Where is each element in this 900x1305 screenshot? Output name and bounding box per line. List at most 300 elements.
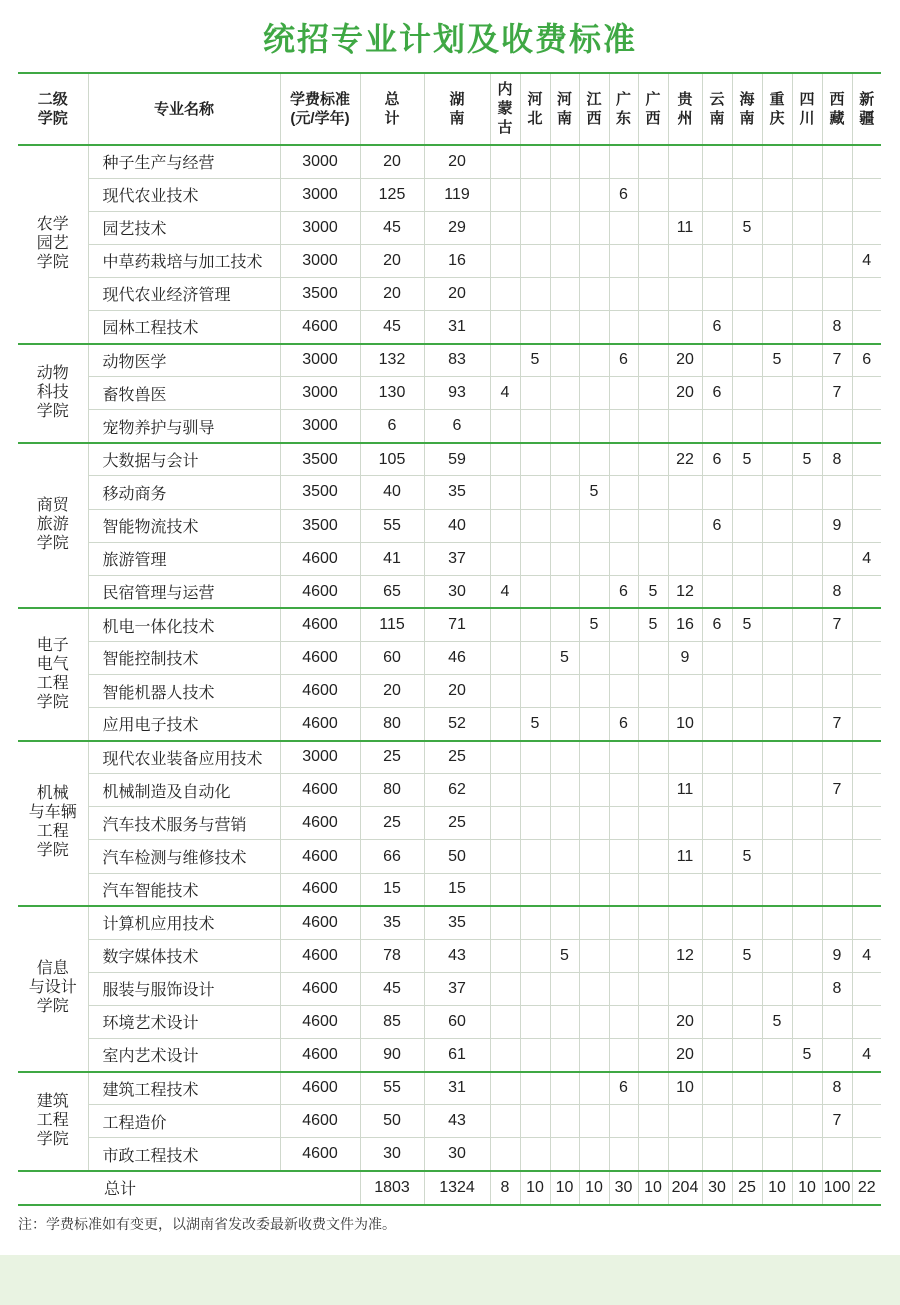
header-province-line: 西 xyxy=(829,90,845,108)
total-cell: 45 xyxy=(360,310,424,343)
province-count: 71 xyxy=(424,608,490,641)
province-count: 93 xyxy=(424,377,490,410)
header-province-line: 州 xyxy=(677,109,693,127)
province-count xyxy=(762,741,792,774)
province-count xyxy=(490,906,520,939)
fee-cell: 3000 xyxy=(280,377,360,410)
province-count xyxy=(668,410,702,443)
header-province xyxy=(668,73,702,145)
province-count xyxy=(550,708,579,741)
province-count xyxy=(550,443,579,476)
province-count xyxy=(852,377,881,410)
province-count xyxy=(579,1105,609,1138)
province-count xyxy=(550,145,579,178)
province-count xyxy=(702,972,732,1005)
table-row xyxy=(18,1105,881,1138)
province-count xyxy=(520,211,550,244)
province-count xyxy=(732,509,762,542)
province-count xyxy=(579,1072,609,1105)
header-province-text xyxy=(769,90,784,128)
province-count: 31 xyxy=(424,1072,490,1105)
province-count xyxy=(520,972,550,1005)
fee-cell: 4600 xyxy=(280,1039,360,1072)
province-count: 10 xyxy=(668,708,702,741)
province-total: 10 xyxy=(638,1171,668,1205)
province-count xyxy=(702,1072,732,1105)
fee-cell: 4600 xyxy=(280,906,360,939)
header-province-line: 庆 xyxy=(769,109,785,127)
province-count xyxy=(762,377,792,410)
province-count: 46 xyxy=(424,641,490,674)
province-count xyxy=(638,873,668,906)
province-count xyxy=(638,410,668,443)
province-count xyxy=(520,1005,550,1038)
province-count xyxy=(609,377,638,410)
total-cell: 55 xyxy=(360,509,424,542)
table-row xyxy=(18,310,881,343)
province-count xyxy=(792,211,822,244)
header-fee-text xyxy=(290,90,350,128)
major-name: 民宿管理与运营 xyxy=(88,575,280,608)
province-count xyxy=(732,575,762,608)
province-count xyxy=(638,972,668,1005)
header-province-text xyxy=(645,90,660,128)
province-count xyxy=(579,277,609,310)
province-count xyxy=(490,1105,520,1138)
province-count xyxy=(520,741,550,774)
table-row xyxy=(18,741,881,774)
province-count xyxy=(792,1138,822,1171)
province-count xyxy=(609,310,638,343)
province-count xyxy=(852,708,881,741)
header-province-line: 南 xyxy=(709,109,725,127)
province-count xyxy=(852,1105,881,1138)
province-count: 11 xyxy=(668,840,702,873)
province-count xyxy=(490,310,520,343)
header-province-text xyxy=(677,90,692,128)
province-count xyxy=(579,244,609,277)
province-count xyxy=(520,1072,550,1105)
province-count xyxy=(668,906,702,939)
province-count xyxy=(550,476,579,509)
province-count xyxy=(520,178,550,211)
province-count xyxy=(762,675,792,708)
total-cell: 66 xyxy=(360,840,424,873)
province-count: 20 xyxy=(424,675,490,708)
province-count xyxy=(520,1105,550,1138)
fee-cell: 4600 xyxy=(280,1005,360,1038)
fee-cell: 4600 xyxy=(280,840,360,873)
fee-cell: 4600 xyxy=(280,1105,360,1138)
province-count xyxy=(852,972,881,1005)
province-count: 4 xyxy=(852,542,881,575)
province-count xyxy=(792,575,822,608)
header-province xyxy=(852,73,881,145)
province-count xyxy=(609,1138,638,1171)
province-count xyxy=(852,608,881,641)
total-cell: 132 xyxy=(360,344,424,377)
header-province-line: 贵 xyxy=(677,90,693,108)
header-total xyxy=(360,73,424,145)
province-count xyxy=(852,476,881,509)
header-province-line: 南 xyxy=(449,109,465,127)
table-row xyxy=(18,939,881,972)
province-count xyxy=(822,476,852,509)
total-cell: 15 xyxy=(360,873,424,906)
college-cell xyxy=(18,741,88,906)
province-count xyxy=(579,1138,609,1171)
province-count xyxy=(550,310,579,343)
province-count xyxy=(792,509,822,542)
fee-cell: 3500 xyxy=(280,443,360,476)
header-province-line: 西 xyxy=(645,109,661,127)
province-count xyxy=(732,1105,762,1138)
total-cell: 78 xyxy=(360,939,424,972)
major-name: 汽车检测与维修技术 xyxy=(88,840,280,873)
header-fee-line: (元/学年) xyxy=(290,109,350,127)
table-row xyxy=(18,377,881,410)
province-count xyxy=(822,178,852,211)
province-count xyxy=(490,972,520,1005)
header-province xyxy=(579,73,609,145)
province-count xyxy=(852,840,881,873)
table-row xyxy=(18,807,881,840)
fee-cell: 4600 xyxy=(280,774,360,807)
province-count: 4 xyxy=(852,244,881,277)
province-count xyxy=(702,178,732,211)
province-count xyxy=(702,873,732,906)
province-count xyxy=(702,1138,732,1171)
province-count: 4 xyxy=(852,1039,881,1072)
province-count: 4 xyxy=(490,377,520,410)
header-province-text xyxy=(557,90,572,128)
total-label: 总计 xyxy=(18,1171,360,1205)
province-count xyxy=(732,277,762,310)
province-total: 100 xyxy=(822,1171,852,1205)
college-cell-text xyxy=(37,215,69,272)
total-cell: 50 xyxy=(360,1105,424,1138)
college-cell-line: 学院 xyxy=(36,998,69,1016)
province-count xyxy=(579,211,609,244)
province-count: 5 xyxy=(732,840,762,873)
province-count: 7 xyxy=(822,1105,852,1138)
header-province-line: 河 xyxy=(527,90,543,108)
major-name: 服装与服饰设计 xyxy=(88,972,280,1005)
province-count: 9 xyxy=(668,641,702,674)
province-count xyxy=(520,476,550,509)
province-count xyxy=(762,807,792,840)
province-count xyxy=(579,906,609,939)
province-count: 6 xyxy=(852,344,881,377)
province-count: 37 xyxy=(424,542,490,575)
province-count xyxy=(702,840,732,873)
province-count: 7 xyxy=(822,344,852,377)
header-province-line: 东 xyxy=(615,109,631,127)
province-count xyxy=(638,145,668,178)
province-count xyxy=(762,972,792,1005)
province-count: 16 xyxy=(668,608,702,641)
table-row xyxy=(18,277,881,310)
major-name: 大数据与会计 xyxy=(88,443,280,476)
province-count xyxy=(792,145,822,178)
table-row xyxy=(18,972,881,1005)
province-count xyxy=(852,443,881,476)
fee-cell: 4600 xyxy=(280,708,360,741)
province-count xyxy=(609,641,638,674)
province-count xyxy=(609,873,638,906)
province-count xyxy=(762,873,792,906)
college-cell-line: 学院 xyxy=(36,402,69,420)
province-count xyxy=(638,1039,668,1072)
province-count xyxy=(702,641,732,674)
major-name: 智能物流技术 xyxy=(88,509,280,542)
province-count xyxy=(702,939,732,972)
province-count xyxy=(609,1105,638,1138)
province-count xyxy=(732,310,762,343)
college-cell-line: 学院 xyxy=(36,1130,69,1148)
table-row xyxy=(18,873,881,906)
province-count xyxy=(732,145,762,178)
province-count xyxy=(550,608,579,641)
total-cell: 130 xyxy=(360,377,424,410)
province-count xyxy=(732,972,762,1005)
province-count xyxy=(762,906,792,939)
province-count xyxy=(550,509,579,542)
province-count xyxy=(609,939,638,972)
header-province xyxy=(762,73,792,145)
province-count xyxy=(490,1039,520,1072)
province-count xyxy=(852,178,881,211)
province-count xyxy=(490,277,520,310)
college-cell-line: 园艺 xyxy=(36,234,69,252)
total-cell: 80 xyxy=(360,774,424,807)
fee-cell: 4600 xyxy=(280,807,360,840)
province-count xyxy=(732,244,762,277)
province-count xyxy=(609,145,638,178)
college-cell-line: 与车辆 xyxy=(28,804,77,822)
province-count xyxy=(490,178,520,211)
province-count xyxy=(822,244,852,277)
table-row xyxy=(18,575,881,608)
total-cell: 85 xyxy=(360,1005,424,1038)
province-count xyxy=(579,939,609,972)
table-row xyxy=(18,608,881,641)
college-cell-line: 学院 xyxy=(36,535,69,553)
college-cell-text xyxy=(29,784,77,860)
province-count xyxy=(579,741,609,774)
fee-cell: 4600 xyxy=(280,310,360,343)
province-count xyxy=(579,310,609,343)
header-province-text xyxy=(709,90,724,128)
province-count xyxy=(638,476,668,509)
province-count xyxy=(852,509,881,542)
header-province-line: 云 xyxy=(709,90,725,108)
fee-cell: 4600 xyxy=(280,1138,360,1171)
province-count xyxy=(852,145,881,178)
college-cell-line: 学院 xyxy=(36,253,69,271)
header-college xyxy=(18,73,88,145)
province-count xyxy=(579,774,609,807)
college-cell xyxy=(18,608,88,740)
province-count: 7 xyxy=(822,377,852,410)
province-count xyxy=(638,1105,668,1138)
table-row xyxy=(18,443,881,476)
province-count xyxy=(822,807,852,840)
province-count: 12 xyxy=(668,939,702,972)
fee-cell: 3000 xyxy=(280,741,360,774)
province-count xyxy=(520,641,550,674)
province-count: 25 xyxy=(424,741,490,774)
province-count xyxy=(792,410,822,443)
province-count xyxy=(732,873,762,906)
fee-cell: 4600 xyxy=(280,641,360,674)
header-province-text xyxy=(527,90,542,128)
college-cell xyxy=(18,344,88,443)
province-count xyxy=(490,675,520,708)
header-total-text xyxy=(384,90,399,128)
college-cell-line: 动物 xyxy=(36,364,69,382)
header-province xyxy=(732,73,762,145)
province-total: 25 xyxy=(732,1171,762,1205)
province-count xyxy=(520,675,550,708)
province-count xyxy=(762,840,792,873)
table-row xyxy=(18,244,881,277)
province-count xyxy=(792,741,822,774)
province-count xyxy=(520,145,550,178)
province-count xyxy=(732,178,762,211)
province-count xyxy=(792,1105,822,1138)
province-count xyxy=(668,476,702,509)
province-count xyxy=(520,377,550,410)
province-count xyxy=(609,675,638,708)
province-count xyxy=(609,840,638,873)
province-count xyxy=(638,178,668,211)
table-row xyxy=(18,708,881,741)
province-count xyxy=(579,1005,609,1038)
province-count: 83 xyxy=(424,344,490,377)
province-count: 8 xyxy=(822,575,852,608)
province-count xyxy=(822,145,852,178)
province-count xyxy=(822,741,852,774)
province-count xyxy=(852,675,881,708)
province-count xyxy=(852,211,881,244)
province-count xyxy=(702,1005,732,1038)
province-count: 20 xyxy=(668,377,702,410)
header-province-text xyxy=(616,90,631,128)
province-count xyxy=(550,972,579,1005)
college-cell-text xyxy=(37,364,69,421)
province-count: 10 xyxy=(668,1072,702,1105)
header-row xyxy=(18,73,881,145)
college-cell-line: 电子 xyxy=(36,636,69,654)
province-count xyxy=(702,244,732,277)
table-row xyxy=(18,1072,881,1105)
province-count xyxy=(792,873,822,906)
province-count: 25 xyxy=(424,807,490,840)
province-count xyxy=(762,178,792,211)
province-count xyxy=(490,1005,520,1038)
province-count xyxy=(609,906,638,939)
province-count xyxy=(609,542,638,575)
province-count xyxy=(520,939,550,972)
province-count xyxy=(520,575,550,608)
header-province xyxy=(520,73,550,145)
province-count: 43 xyxy=(424,1105,490,1138)
province-count xyxy=(520,310,550,343)
province-count xyxy=(732,1039,762,1072)
province-count xyxy=(609,211,638,244)
grand-total: 1803 xyxy=(360,1171,424,1205)
total-cell: 30 xyxy=(360,1138,424,1171)
total-cell: 25 xyxy=(360,741,424,774)
header-province xyxy=(424,73,490,145)
table-body xyxy=(18,145,881,1205)
table-row xyxy=(18,774,881,807)
province-count: 5 xyxy=(550,641,579,674)
province-count xyxy=(520,542,550,575)
college-cell-line: 学院 xyxy=(36,693,69,711)
fee-cell: 4600 xyxy=(280,608,360,641)
province-count xyxy=(490,244,520,277)
province-count xyxy=(762,542,792,575)
province-count xyxy=(792,774,822,807)
province-count xyxy=(609,244,638,277)
province-count xyxy=(852,873,881,906)
province-count xyxy=(490,211,520,244)
province-count: 5 xyxy=(732,939,762,972)
province-count xyxy=(702,1105,732,1138)
total-cell: 20 xyxy=(360,145,424,178)
province-count xyxy=(668,741,702,774)
college-cell-line: 工程 xyxy=(36,674,69,692)
province-count xyxy=(732,410,762,443)
header-province-line: 重 xyxy=(769,90,785,108)
province-count xyxy=(852,906,881,939)
province-count xyxy=(579,873,609,906)
province-count xyxy=(638,377,668,410)
province-count xyxy=(609,774,638,807)
total-cell: 55 xyxy=(360,1072,424,1105)
province-count xyxy=(732,807,762,840)
province-count xyxy=(822,840,852,873)
province-count xyxy=(702,476,732,509)
header-province-line: 四 xyxy=(799,90,815,108)
province-count xyxy=(520,774,550,807)
header-province-line: 广 xyxy=(645,90,661,108)
province-count xyxy=(609,807,638,840)
province-count: 35 xyxy=(424,476,490,509)
province-count xyxy=(550,277,579,310)
province-count xyxy=(550,807,579,840)
province-count xyxy=(638,211,668,244)
major-name: 旅游管理 xyxy=(88,542,280,575)
province-count xyxy=(792,608,822,641)
major-name: 机械制造及自动化 xyxy=(88,774,280,807)
province-count xyxy=(490,807,520,840)
province-count xyxy=(579,145,609,178)
province-count: 6 xyxy=(702,377,732,410)
header-province-line: 湖 xyxy=(449,90,465,108)
table-row xyxy=(18,675,881,708)
major-name: 工程造价 xyxy=(88,1105,280,1138)
province-count xyxy=(852,1005,881,1038)
province-count xyxy=(822,675,852,708)
province-count: 8 xyxy=(822,310,852,343)
province-count xyxy=(852,1138,881,1171)
province-count xyxy=(490,542,520,575)
province-count xyxy=(702,145,732,178)
province-count xyxy=(490,410,520,443)
